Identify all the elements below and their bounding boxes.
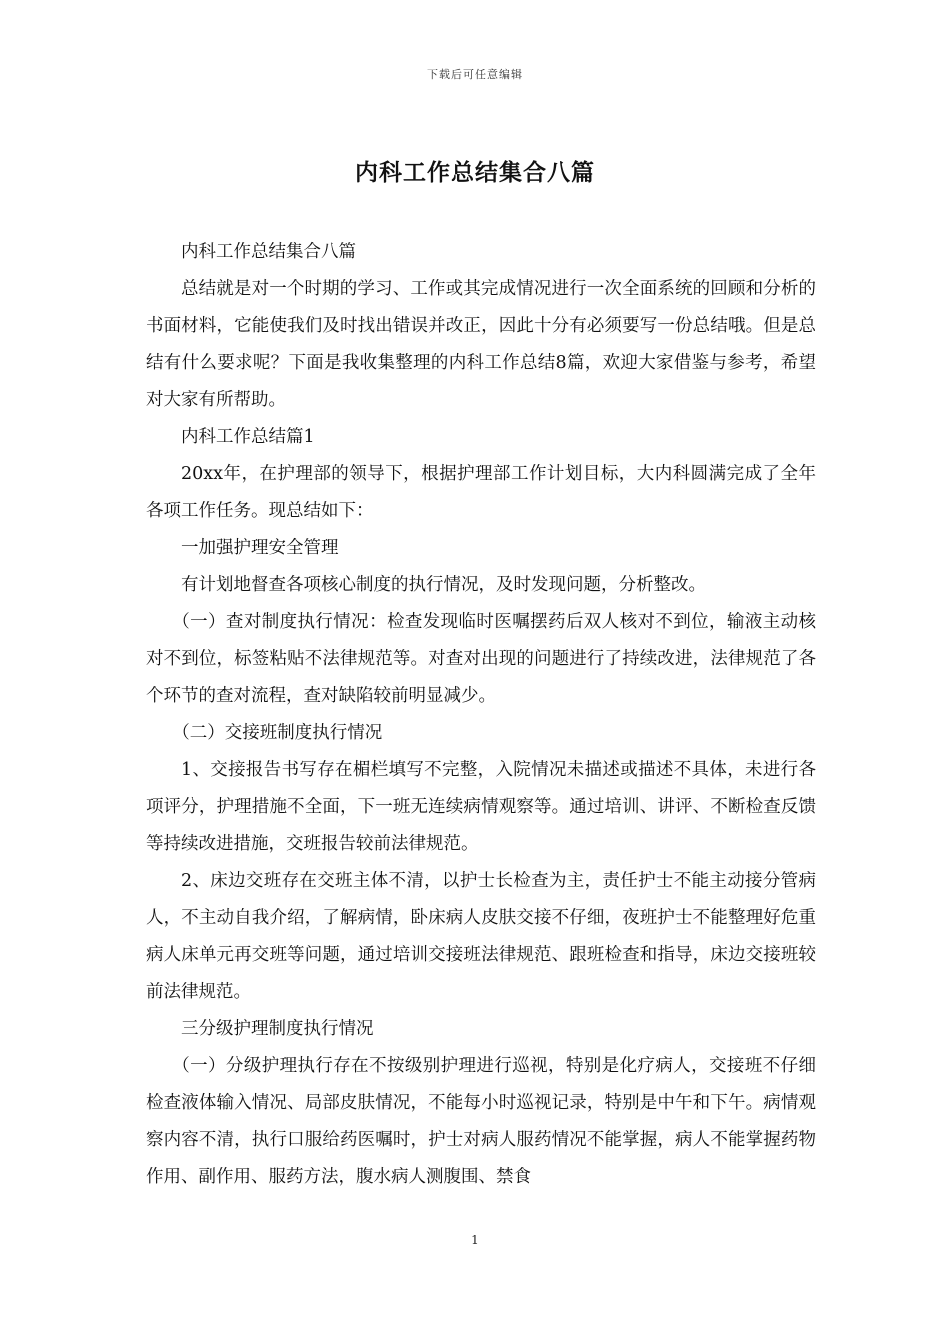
paragraph-handover-heading: （二）交接班制度执行情况 [172, 723, 383, 743]
paragraph-handover-item-2: 2、床边交班存在交班主体不清，以护士长检查为主，责任护士不能主动接分管病人，不主动自我介绍，了解病情，卧床病人皮肤交接不仔细，夜班护士不能整理好危重病人床单元再交班等问题，通过培训交接班法律规范、跟班检查和指导，床边交接班较前法律规范。 [146, 871, 816, 1002]
paragraph-subheading-safety: 一加强护理安全管理 [181, 538, 339, 558]
paragraph-check-system: （一）查对制度执行情况：检查发现临时医嘱摆药后双人核对不到位，输液主动核对不到位，标签粘贴不法律规范等。对查对出现的问题进行了持续改进，法律规范了各个环节的查对流程，查对缺陷较前明显减少。 [146, 612, 816, 706]
paragraph-intro-heading: 内科工作总结集合八篇 [181, 242, 356, 262]
document-title: 内科工作总结集合八篇 [355, 159, 595, 186]
page-number: 1 [471, 1233, 479, 1247]
paragraph-subheading-grading: 三分级护理制度执行情况 [181, 1019, 374, 1039]
header-note: 下载后可任意编辑 [427, 68, 523, 81]
paragraph-handover-item-1: 1、交接报告书写存在楣栏填写不完整，入院情况未描述或描述不具体，未进行各项评分，护理措施不全面，下一班无连续病情观察等。通过培训、讲评、不断检查反馈等持续改进措施，交班报告较前法律规范。 [146, 760, 816, 854]
document-body [146, 234, 816, 1196]
paragraph-grading-body: （一）分级护理执行存在不按级别护理进行巡视，特别是化疗病人，交接班不仔细检查液体输入情况、局部皮肤情况，不能每小时巡视记录，特别是中午和下午。病情观察内容不清，执行口服给药医嘱时，护士对病人服药情况不能掌握，病人不能掌握药物作用、副作用、服药方法，腹水病人测腹围、禁食 [146, 1056, 816, 1187]
paragraph-safety-body: 有计划地督查各项核心制度的执行情况，及时发现问题，分析整改。 [181, 575, 706, 595]
paragraph-intro: 总结就是对一个时期的学习、工作或其完成情况进行一次全面系统的回顾和分析的书面材料，它能使我们及时找出错误并改正，因此十分有必须要写一份总结哦。但是总结有什么要求呢？下面是我收集整理的内科工作总结8篇，欢迎大家借鉴与参考，希望对大家有所帮助。 [146, 279, 816, 410]
paragraph-section-heading: 内科工作总结篇1 [181, 427, 315, 447]
paragraph-summary-opening: 20xx年，在护理部的领导下，根据护理部工作计划目标，大内科圆满完成了全年各项工作任务。现总结如下： [146, 464, 816, 521]
